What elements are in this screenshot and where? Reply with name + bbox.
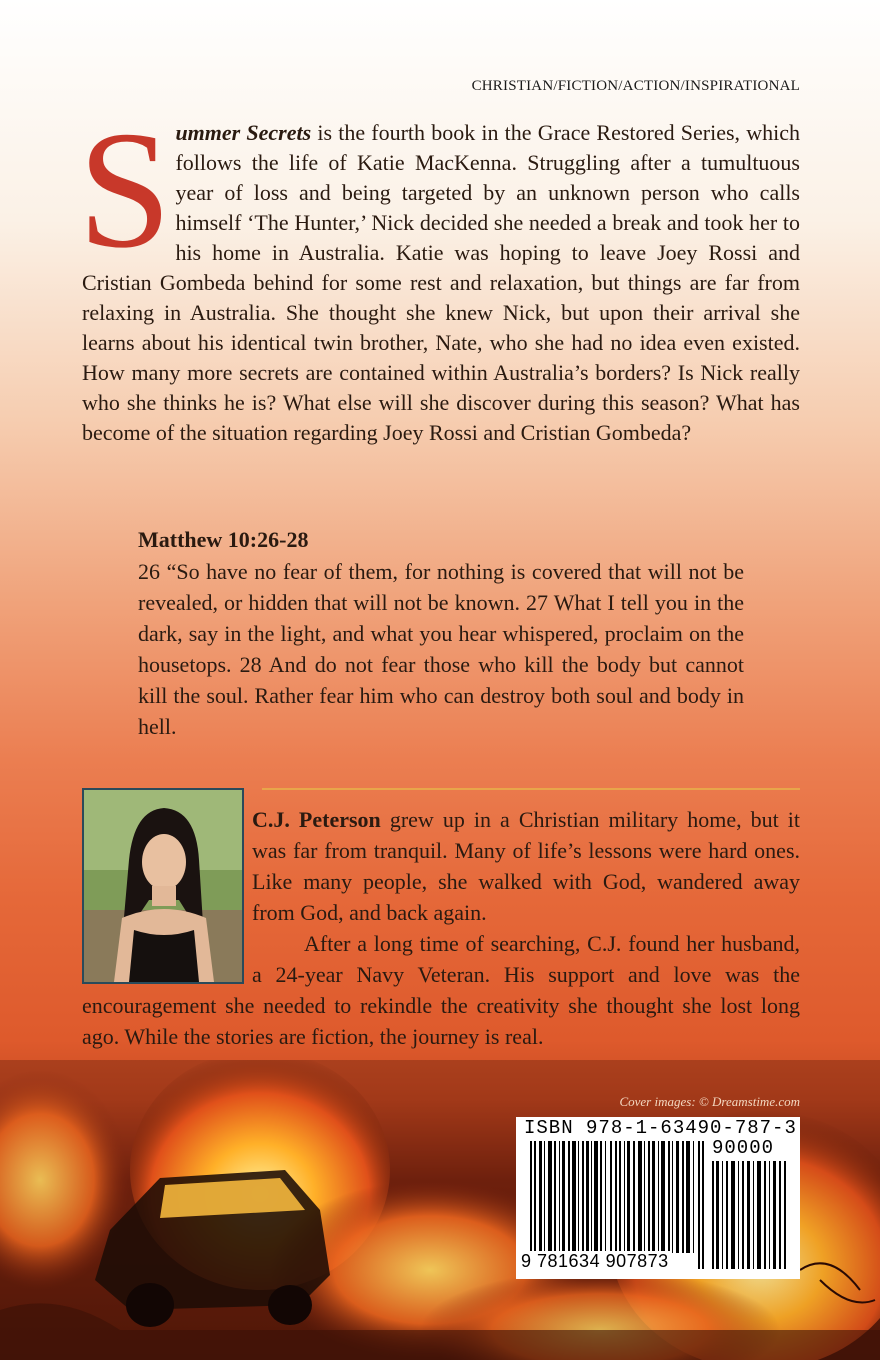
book-description [78,97,800,448]
scripture-block [138,526,744,742]
barcode-area [516,1117,800,1279]
price-code: 90000 [712,1137,775,1159]
scripture-reference: Matthew 10:26-28 [138,527,309,552]
ean-number: 9 781634 907873 [518,1251,672,1272]
addon-barcode [712,1161,788,1269]
isbn-number: ISBN 978-1-63490-787-3 [524,1117,797,1139]
book-title: ummer Secrets [175,120,312,145]
ean-barcode [530,1141,706,1269]
drop-cap: S [78,97,172,283]
image-credit: Cover images: © Dreamstime.com [619,1094,800,1109]
description-text: is the fourth book in the Grace Restored Series, which follows the life of Katie MacKenna. Struggling after a tumultuous year of loss and being targeted by an unknown person who calls himself ‘The Hunter,’ Nick decided she needed a break and took her to his home in Australia. Katie was hoping to leave Joey Rossi and Cristian Gombeda behind for some rest and relaxation, but things are far from relaxing in Australia. She thought she knew Nick, but upon their arrival she learns about his identical twin brother, Nate, who she had no idea even existed. How many more secrets are contained within Australia’s borders? Is Nick really who she thinks he is? What else will she discover during this season? What has become of the situation regarding Joey Rossi and Cristian Gombeda? [82,120,800,445]
genre-label: CHRISTIAN/FICTION/ACTION/INSPIRATIONAL [471,78,800,94]
author-bio [82,804,800,1052]
author-bio-paragraph-2: After a long time of searching, C.J. found her husband, a 24-year Navy Veteran. His support and love was the encouragement she needed to rekindle the creativity she thought she lost long ago. While the stories are fiction, the journey is real. [82,931,800,1049]
author-name: C.J. Peterson [252,807,381,832]
scripture-text: 26 “So have no fear of them, for nothing is covered that will not be revealed, or hidden that will not be known. 27 What I tell you in the dark, say in the light, and what you hear whispered, proclaim on the housetops. 28 And do not fear those who kill the body but cannot kill the soul. Rather fear him who can destroy both soul and body in hell. [138,559,744,739]
divider-line [262,788,800,790]
author-bio-paragraph-1: grew up in a Christian military home, but it was far from tranquil. Many of life’s lessons were hard ones. Like many people, she walked with God, wandered away from God, and back again. [252,807,800,925]
